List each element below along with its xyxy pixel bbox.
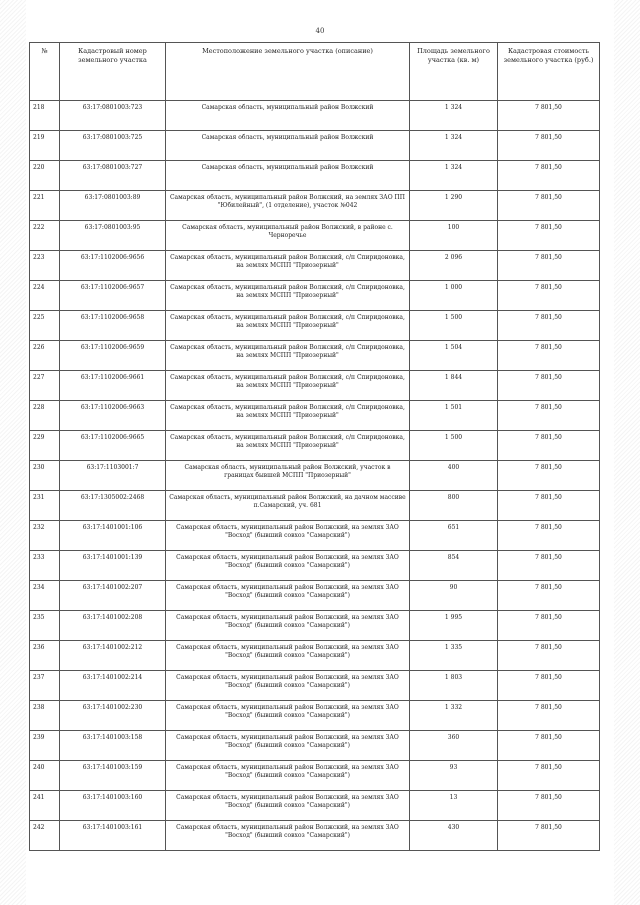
row-location: Самарская область, муниципальный район Волжский, участок в границах бывшей МСПП "Приозерный" xyxy=(166,461,410,491)
row-number: 231 xyxy=(30,491,60,521)
row-area: 13 xyxy=(410,791,498,821)
row-number: 235 xyxy=(30,611,60,641)
row-cadastral-cost: 7 801,50 xyxy=(498,581,600,611)
row-cadastral-number: 63:17:1103001:7 xyxy=(60,461,166,491)
row-cadastral-number: 63:17:1102006:9657 xyxy=(60,281,166,311)
row-location: Самарская область, муниципальный район Волжский, с/п Спиридоновка, на землях МСПП "Приозерный" xyxy=(166,281,410,311)
row-cadastral-cost: 7 801,50 xyxy=(498,251,600,281)
row-cadastral-cost: 7 801,50 xyxy=(498,191,600,221)
row-area: 1 324 xyxy=(410,101,498,131)
table-header-row xyxy=(30,43,600,101)
table-row xyxy=(30,641,600,671)
row-cadastral-number: 63:17:1102006:9656 xyxy=(60,251,166,281)
row-area: 93 xyxy=(410,761,498,791)
row-number: 220 xyxy=(30,161,60,191)
row-location: Самарская область, муниципальный район Волжский, на землях ЗАО "Восход" (бывший совхоз "Самарский") xyxy=(166,821,410,851)
row-location: Самарская область, муниципальный район Волжский, на землях ЗАО "Восход" (бывший совхоз "Самарский") xyxy=(166,671,410,701)
table-row xyxy=(30,221,600,251)
row-number: 227 xyxy=(30,371,60,401)
row-cadastral-number: 63:17:1401003:160 xyxy=(60,791,166,821)
table-row xyxy=(30,821,600,851)
table-row xyxy=(30,341,600,371)
row-area: 1 501 xyxy=(410,401,498,431)
row-area: 1 290 xyxy=(410,191,498,221)
row-location: Самарская область, муниципальный район Волжский xyxy=(166,131,410,161)
row-area: 400 xyxy=(410,461,498,491)
table-row xyxy=(30,131,600,161)
row-location: Самарская область, муниципальный район Волжский, с/п Спиридоновка, на землях МСПП "Приозерный" xyxy=(166,341,410,371)
row-cadastral-number: 63:17:1102006:9663 xyxy=(60,401,166,431)
row-number: 238 xyxy=(30,701,60,731)
row-number: 233 xyxy=(30,551,60,581)
header-cadastral-number: Кадастровый номер земельного участка xyxy=(60,43,166,101)
row-cadastral-cost: 7 801,50 xyxy=(498,701,600,731)
row-cadastral-cost: 7 801,50 xyxy=(498,161,600,191)
row-cadastral-number: 63:17:0801003:725 xyxy=(60,131,166,161)
table-row xyxy=(30,371,600,401)
row-cadastral-number: 63:17:0801003:727 xyxy=(60,161,166,191)
header-number: № xyxy=(30,43,60,101)
row-area: 430 xyxy=(410,821,498,851)
row-number: 226 xyxy=(30,341,60,371)
table-row xyxy=(30,701,600,731)
row-cadastral-number: 63:17:1401001:106 xyxy=(60,521,166,551)
row-cadastral-cost: 7 801,50 xyxy=(498,311,600,341)
row-number: 229 xyxy=(30,431,60,461)
row-location: Самарская область, муниципальный район Волжский xyxy=(166,161,410,191)
table-row xyxy=(30,161,600,191)
table-row xyxy=(30,101,600,131)
row-area: 1 504 xyxy=(410,341,498,371)
header-area: Площадь земельного участка (кв. м) xyxy=(410,43,498,101)
row-area: 1 332 xyxy=(410,701,498,731)
row-cadastral-number: 63:17:1401002:208 xyxy=(60,611,166,641)
row-location: Самарская область, муниципальный район Волжский, на землях ЗАО "Восход" (бывший совхоз "Самарский") xyxy=(166,761,410,791)
row-cadastral-number: 63:17:0801003:95 xyxy=(60,221,166,251)
row-area: 1 335 xyxy=(410,641,498,671)
row-cadastral-number: 63:17:1102006:9658 xyxy=(60,311,166,341)
row-cadastral-cost: 7 801,50 xyxy=(498,611,600,641)
table-row xyxy=(30,251,600,281)
row-cadastral-number: 63:17:1401002:207 xyxy=(60,581,166,611)
row-area: 1 803 xyxy=(410,671,498,701)
row-cadastral-cost: 7 801,50 xyxy=(498,281,600,311)
row-area: 1 500 xyxy=(410,311,498,341)
row-cadastral-cost: 7 801,50 xyxy=(498,761,600,791)
row-number: 219 xyxy=(30,131,60,161)
row-area: 1 324 xyxy=(410,161,498,191)
row-cadastral-cost: 7 801,50 xyxy=(498,371,600,401)
row-number: 224 xyxy=(30,281,60,311)
row-location: Самарская область, муниципальный район Волжский, с/п Спиридоновка, на землях МСПП "Приозерный" xyxy=(166,251,410,281)
row-location: Самарская область, муниципальный район Волжский, на землях ЗАО ПП "Юбилейный", (1 отделение), участок №042 xyxy=(166,191,410,221)
row-location: Самарская область, муниципальный район Волжский, в районе с. Черноречье xyxy=(166,221,410,251)
row-number: 228 xyxy=(30,401,60,431)
row-area: 1 000 xyxy=(410,281,498,311)
row-number: 239 xyxy=(30,731,60,761)
table-row xyxy=(30,731,600,761)
table-row xyxy=(30,671,600,701)
row-cadastral-cost: 7 801,50 xyxy=(498,551,600,581)
row-cadastral-cost: 7 801,50 xyxy=(498,431,600,461)
row-number: 222 xyxy=(30,221,60,251)
row-number: 240 xyxy=(30,761,60,791)
row-cadastral-cost: 7 801,50 xyxy=(498,521,600,551)
row-location: Самарская область, муниципальный район Волжский, с/п Спиридоновка, на землях МСПП "Приозерный" xyxy=(166,401,410,431)
row-area: 800 xyxy=(410,491,498,521)
row-cadastral-number: 63:17:0801003:723 xyxy=(60,101,166,131)
table-row xyxy=(30,401,600,431)
row-location: Самарская область, муниципальный район Волжский xyxy=(166,101,410,131)
row-number: 242 xyxy=(30,821,60,851)
row-cadastral-cost: 7 801,50 xyxy=(498,671,600,701)
row-area: 651 xyxy=(410,521,498,551)
header-location: Местоположение земельного участка (описание) xyxy=(166,43,410,101)
row-cadastral-cost: 7 801,50 xyxy=(498,731,600,761)
row-location: Самарская область, муниципальный район Волжский, на землях ЗАО "Восход" (бывший совхоз "Самарский") xyxy=(166,641,410,671)
row-number: 232 xyxy=(30,521,60,551)
row-cadastral-cost: 7 801,50 xyxy=(498,341,600,371)
row-location: Самарская область, муниципальный район Волжский, на землях ЗАО "Восход" (бывший совхоз "Самарский") xyxy=(166,731,410,761)
row-area: 1 324 xyxy=(410,131,498,161)
row-number: 241 xyxy=(30,791,60,821)
scan-edge-right xyxy=(614,0,640,905)
row-cadastral-number: 63:17:1401002:214 xyxy=(60,671,166,701)
row-cadastral-cost: 7 801,50 xyxy=(498,401,600,431)
row-area: 854 xyxy=(410,551,498,581)
table-row xyxy=(30,491,600,521)
table-row xyxy=(30,431,600,461)
row-cadastral-cost: 7 801,50 xyxy=(498,641,600,671)
row-number: 236 xyxy=(30,641,60,671)
table-row xyxy=(30,551,600,581)
row-area: 1 844 xyxy=(410,371,498,401)
page-number: 40 xyxy=(315,27,325,35)
row-cadastral-number: 63:17:1401003:161 xyxy=(60,821,166,851)
row-cadastral-cost: 7 801,50 xyxy=(498,821,600,851)
row-area: 360 xyxy=(410,731,498,761)
table-row xyxy=(30,761,600,791)
row-number: 221 xyxy=(30,191,60,221)
row-cadastral-number: 63:17:1102006:9659 xyxy=(60,341,166,371)
table-row xyxy=(30,311,600,341)
row-cadastral-number: 63:17:1401003:159 xyxy=(60,761,166,791)
row-cadastral-number: 63:17:1401002:212 xyxy=(60,641,166,671)
cadastral-table xyxy=(29,42,600,851)
row-area: 100 xyxy=(410,221,498,251)
row-number: 225 xyxy=(30,311,60,341)
table-row xyxy=(30,191,600,221)
row-cadastral-number: 63:17:1401003:158 xyxy=(60,731,166,761)
row-location: Самарская область, муниципальный район Волжский, на землях ЗАО "Восход" (бывший совхоз "Самарский") xyxy=(166,581,410,611)
row-location: Самарская область, муниципальный район Волжский, на дачном массиве п.Самарский, уч. 681 xyxy=(166,491,410,521)
row-location: Самарская область, муниципальный район Волжский, на землях ЗАО "Восход" (бывший совхоз "Самарский") xyxy=(166,791,410,821)
row-number: 237 xyxy=(30,671,60,701)
row-location: Самарская область, муниципальный район Волжский, с/п Спиридоновка, на землях МСПП "Приозерный" xyxy=(166,371,410,401)
row-location: Самарская область, муниципальный район Волжский, с/п Спиридоновка, на землях МСПП "Приозерный" xyxy=(166,431,410,461)
row-location: Самарская область, муниципальный район Волжский, на землях ЗАО "Восход" (бывший совхоз "Самарский") xyxy=(166,521,410,551)
table-row xyxy=(30,521,600,551)
row-cadastral-number: 63:17:0801003:89 xyxy=(60,191,166,221)
row-cadastral-number: 63:17:1102006:9661 xyxy=(60,371,166,401)
row-area: 2 096 xyxy=(410,251,498,281)
row-cadastral-cost: 7 801,50 xyxy=(498,791,600,821)
row-number: 223 xyxy=(30,251,60,281)
table-row xyxy=(30,791,600,821)
row-cadastral-number: 63:17:1401002:230 xyxy=(60,701,166,731)
table-row xyxy=(30,281,600,311)
row-location: Самарская область, муниципальный район Волжский, с/п Спиридоновка, на землях МСПП "Приозерный" xyxy=(166,311,410,341)
row-number: 234 xyxy=(30,581,60,611)
row-cadastral-cost: 7 801,50 xyxy=(498,101,600,131)
header-cadastral-cost: Кадастровая стоимость земельного участка (руб.) xyxy=(498,43,600,101)
scan-edge-left xyxy=(0,0,26,905)
row-cadastral-cost: 7 801,50 xyxy=(498,491,600,521)
row-cadastral-number: 63:17:1401001:139 xyxy=(60,551,166,581)
table-row xyxy=(30,611,600,641)
row-number: 230 xyxy=(30,461,60,491)
row-cadastral-number: 63:17:1102006:9665 xyxy=(60,431,166,461)
row-cadastral-cost: 7 801,50 xyxy=(498,221,600,251)
row-area: 90 xyxy=(410,581,498,611)
row-location: Самарская область, муниципальный район Волжский, на землях ЗАО "Восход" (бывший совхоз "Самарский") xyxy=(166,551,410,581)
table-row xyxy=(30,461,600,491)
row-area: 1 995 xyxy=(410,611,498,641)
row-cadastral-cost: 7 801,50 xyxy=(498,131,600,161)
table-row xyxy=(30,581,600,611)
table-body xyxy=(30,101,600,851)
row-location: Самарская область, муниципальный район Волжский, на землях ЗАО "Восход" (бывший совхоз "Самарский") xyxy=(166,701,410,731)
row-number: 218 xyxy=(30,101,60,131)
row-cadastral-cost: 7 801,50 xyxy=(498,461,600,491)
row-location: Самарская область, муниципальный район Волжский, на землях ЗАО "Восход" (бывший совхоз "Самарский") xyxy=(166,611,410,641)
row-cadastral-number: 63:17:1305002:2468 xyxy=(60,491,166,521)
row-area: 1 500 xyxy=(410,431,498,461)
